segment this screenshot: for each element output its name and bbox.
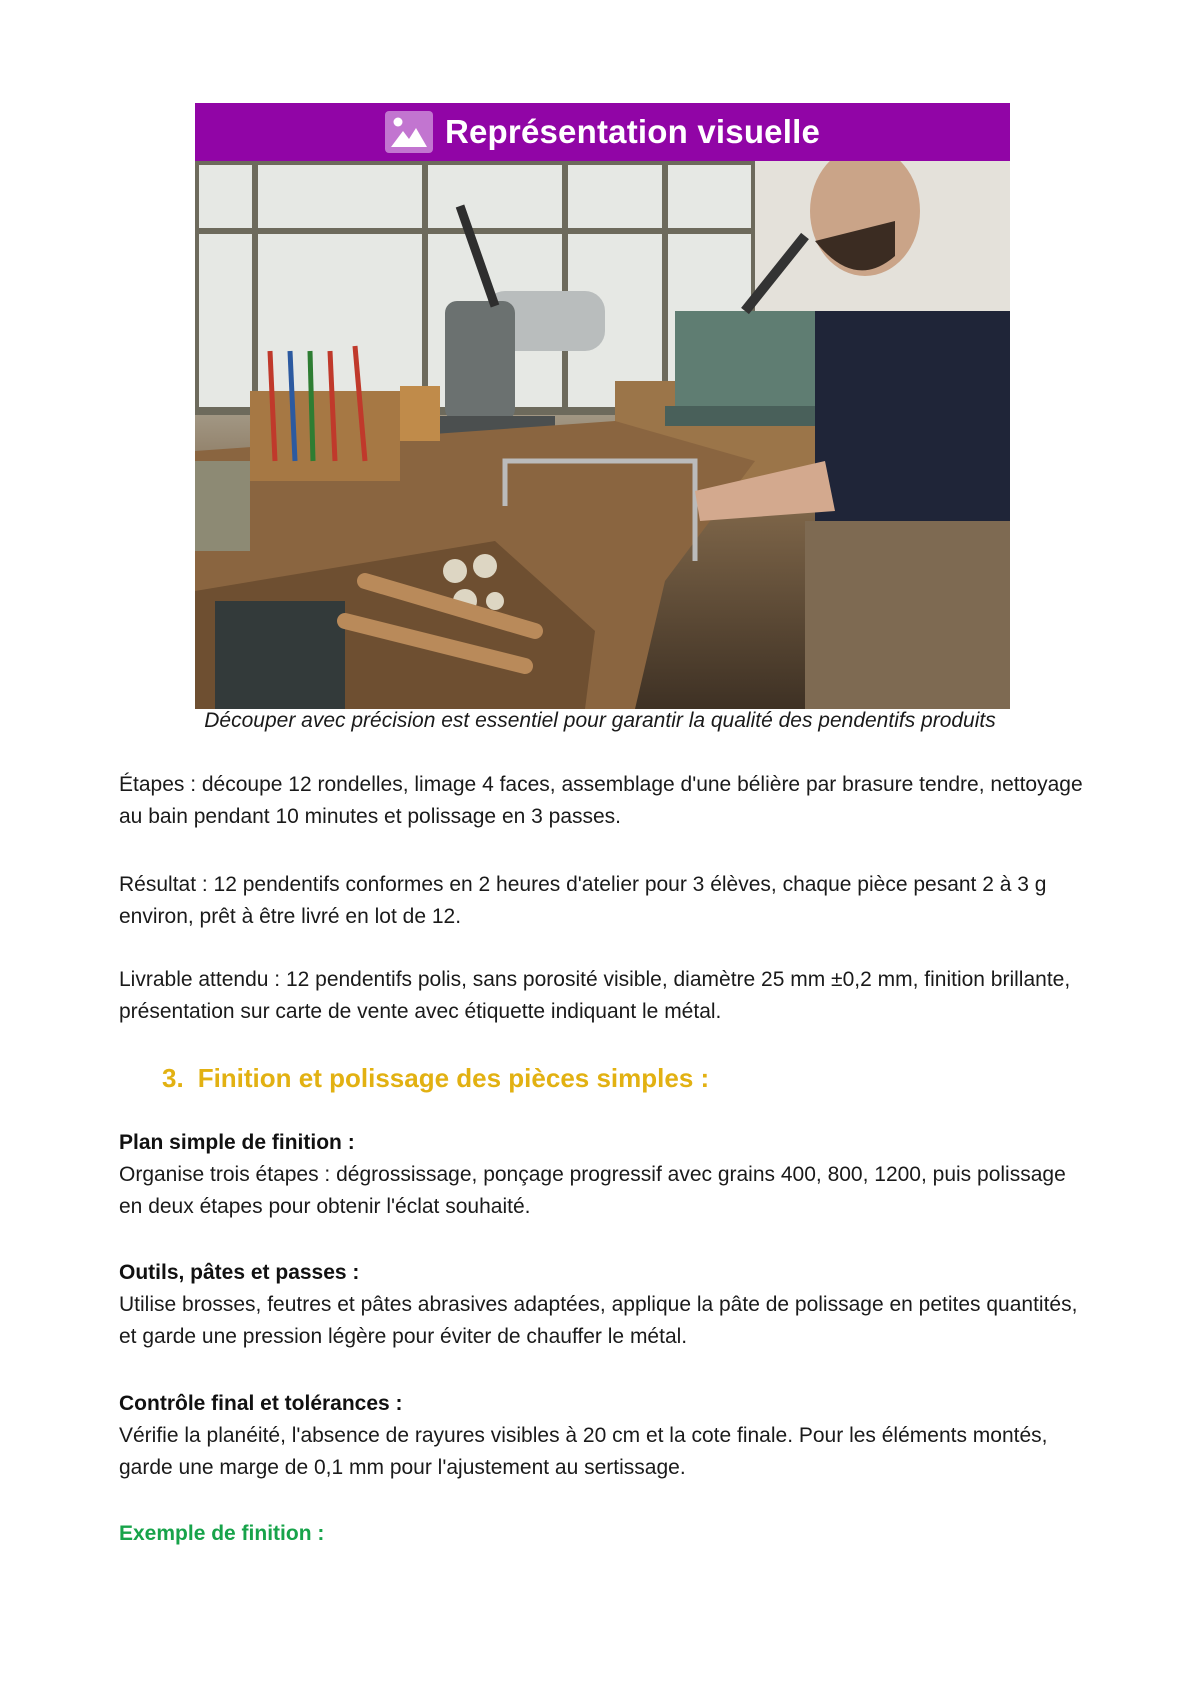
figure-header <box>195 103 1010 161</box>
subsection-outils <box>119 1257 1089 1353</box>
paragraph-resultat: Résultat : 12 pendentifs conformes en 2 heures d'atelier pour 3 élèves, chaque pièce pesant 2 à 3 g environ, prêt à être livré en lot de 12. <box>119 873 1047 928</box>
example-title: Exemple de finition : <box>119 1522 325 1545</box>
subsection-body: Vérifie la planéité, l'absence de rayures visibles à 20 cm et la cote finale. Pour les éléments montés, garde une marge de 0,1 mm pour l'ajustement au sertissage. <box>119 1424 1048 1479</box>
subsection-plan <box>119 1127 1089 1223</box>
paragraph-livrable: Livrable attendu : 12 pendentifs polis, sans porosité visible, diamètre 25 mm ±0,2 mm, finition brillante, présentation sur carte de vente avec étiquette indiquant le métal. <box>119 968 1071 1023</box>
workshop-photo-illustration <box>195 161 1010 709</box>
subsection-controle <box>119 1388 1089 1484</box>
subsection-body: Utilise brosses, feutres et pâtes abrasives adaptées, applique la pâte de polissage en petites quantités, et garde une pression légère pour éviter de chauffer le métal. <box>119 1293 1078 1348</box>
subsection-title: Contrôle final et tolérances : <box>119 1392 403 1415</box>
subsection-body: Organise trois étapes : dégrossissage, ponçage progressif avec grains 400, 800, 1200, puis polissage en deux étapes pour obtenir l'éclat souhaité. <box>119 1163 1066 1218</box>
subsection-title: Outils, pâtes et passes : <box>119 1261 360 1284</box>
figure-title: Représentation visuelle <box>444 113 821 150</box>
section-heading <box>162 1063 709 1094</box>
image-icon <box>385 111 433 153</box>
visual-representation-figure <box>195 103 1010 709</box>
figure-caption: Découper avec précision est essentiel pour garantir la qualité des pendentifs produits <box>204 709 996 732</box>
workshop-photo <box>195 161 1010 709</box>
section-title: Finition et polissage des pièces simples : <box>197 1063 710 1093</box>
section-number: 3. <box>162 1063 184 1093</box>
subsection-title: Plan simple de finition : <box>119 1131 355 1154</box>
paragraph-etapes: Étapes : découpe 12 rondelles, limage 4 faces, assemblage d'une bélière par brasure tendre, nettoyage au bain pendant 10 minutes et polissage en 3 passes. <box>119 773 1083 828</box>
